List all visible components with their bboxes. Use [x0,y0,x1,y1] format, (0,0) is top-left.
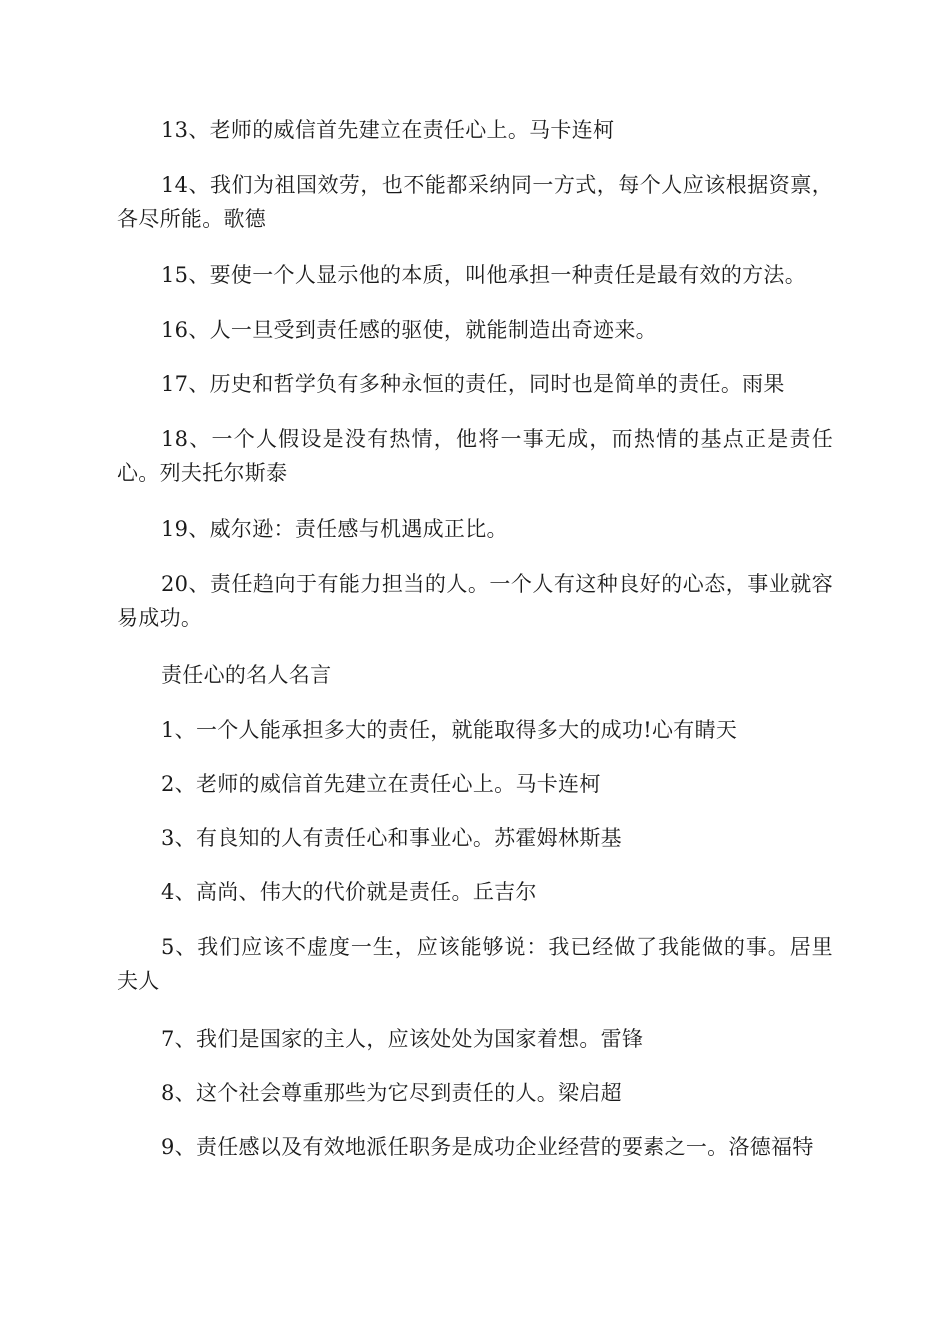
quote-paragraph: 15、要使一个人显示他的本质，叫他承担一种责任是最有效的方法。 [161,263,807,287]
quote-paragraph: 4、高尚、伟大的代价就是责任。丘吉尔 [161,880,537,904]
quote-paragraph: 19、威尔逊：责任感与机遇成正比。 [161,517,508,541]
quote-paragraph: 18、一个人假设是没有热情，他将一事无成，而热情的基点正是责任心。列夫托尔斯泰 [117,427,833,485]
quote-paragraph: 5、我们应该不虚度一生，应该能够说：我已经做了我能做的事。居里夫人 [117,935,833,993]
quote-paragraph: 7、我们是国家的主人，应该处处为国家着想。雷锋 [161,1027,644,1051]
quote-paragraph: 9、责任感以及有效地派任职务是成功企业经营的要素之一。洛德福特 [161,1135,814,1159]
quote-paragraph: 13、老师的威信首先建立在责任心上。马卡连柯 [161,118,615,142]
quote-paragraph: 2、老师的威信首先建立在责任心上。马卡连柯 [161,772,601,796]
quote-paragraph: 1、一个人能承担多大的责任，就能取得多大的成功!心有睛天 [161,718,738,742]
quote-paragraph: 3、有良知的人有责任心和事业心。苏霍姆林斯基 [161,826,622,850]
section-heading: 责任心的名人名言 [161,663,332,687]
document-body [117,0,833,1344]
quote-paragraph: 17、历史和哲学负有多种永恒的责任，同时也是简单的责任。雨果 [161,372,785,396]
quote-paragraph: 16、人一旦受到责任感的驱使，就能制造出奇迹来。 [161,318,657,342]
quote-paragraph: 14、我们为祖国效劳，也不能都采纳同一方式，每个人应该根据资禀，各尽所能。歌德 [117,173,833,231]
quote-paragraph: 20、责任趋向于有能力担当的人。一个人有这种良好的心态，事业就容易成功。 [117,572,833,630]
quote-paragraph: 8、这个社会尊重那些为它尽到责任的人。梁启超 [161,1081,622,1105]
